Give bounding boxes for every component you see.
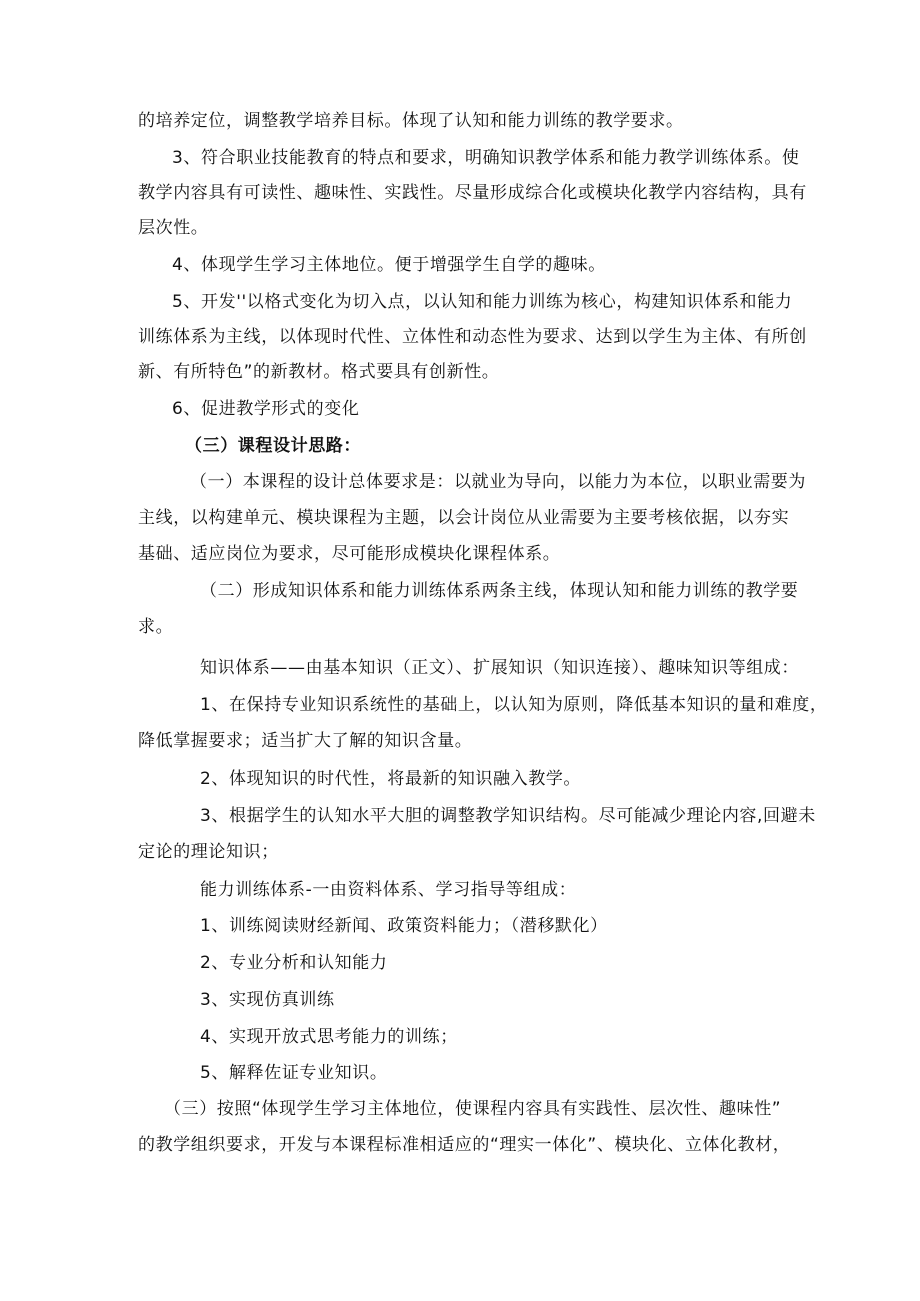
- text-line: 求。: [138, 617, 174, 637]
- text-line: 1、训练阅读财经新闻、政策资料能力；（潜移默化）: [200, 916, 608, 936]
- text-line: 层次性。: [138, 218, 209, 238]
- text-line: 3、实现仿真训练: [200, 990, 335, 1010]
- text-line: 新、有所特色”的新教材。格式要具有创新性。: [138, 362, 500, 382]
- text-line: 的培养定位，调整教学培养目标。体现了认知和能力训练的教学要求。: [138, 111, 684, 131]
- text-line: 4、实现开放式思考能力的训练；: [200, 1027, 458, 1047]
- text-line: 2、体现知识的时代性，将最新的知识融入教学。: [200, 769, 582, 789]
- text-line: 3、符合职业技能教育的特点和要求，明确知识教学体系和能力教学训练体系。使: [172, 148, 800, 168]
- text-line: 知识体系——由基本知识（正文）、扩展知识（知识连接）、趣味知识等组成：: [200, 658, 799, 678]
- text-line: 基础、适应岗位为要求，尽可能形成模块化课程体系。: [138, 544, 561, 564]
- text-line: 3、根据学生的认知水平大胆的调整教学知识结构。尽可能减少理论内容,回避未: [200, 806, 816, 826]
- text-line: 6、促进教学形式的变化: [172, 399, 360, 419]
- text-line: 的教学组织要求，开发与本课程标准相适应的“理实一体化”、模块化、立体化教材，: [138, 1135, 791, 1155]
- text-line: （二）形成知识体系和能力训练体系两条主线，体现认知和能力训练的教学要: [200, 581, 799, 601]
- text-line: 训练体系为主线，以体现时代性、立体性和动态性为要求、达到以学生为主体、有所创: [138, 327, 807, 347]
- text-line: （三）按照“体现学生学习主体地位，使课程内容具有实践性、层次性、趣味性”: [164, 1099, 782, 1119]
- text-line: 4、体现学生学习主体地位。便于增强学生自学的趣味。: [172, 255, 606, 275]
- text-line: 能力训练体系-一由资料体系、学习指导等组成：: [200, 880, 577, 900]
- text-line: 5、开发''以格式变化为切入点，以认知和能力训练为核心，构建知识体系和能力: [172, 292, 793, 312]
- text-line: 5、解释佐证专业知识。: [200, 1063, 388, 1083]
- text-line: 降低掌握要求；适当扩大了解的知识含量。: [138, 731, 473, 751]
- text-line: 1、在保持专业知识系统性的基础上，以认知为原则，降低基本知识的量和难度，: [200, 695, 828, 715]
- section-heading: （三）课程设计思路：: [185, 436, 361, 456]
- text-line: （一）本课程的设计总体要求是：以就业为导向，以能力为本位，以职业需要为: [190, 472, 806, 492]
- text-line: 主线，以构建单元、模块课程为主题，以会计岗位从业需要为主要考核依据，以夯实: [138, 508, 790, 528]
- text-line: 教学内容具有可读性、趣味性、实践性。尽量形成综合化或模块化教学内容结构，具有: [138, 183, 807, 203]
- text-line: 定论的理论知识；: [138, 842, 279, 862]
- text-line: 2、专业分析和认知能力: [200, 953, 388, 973]
